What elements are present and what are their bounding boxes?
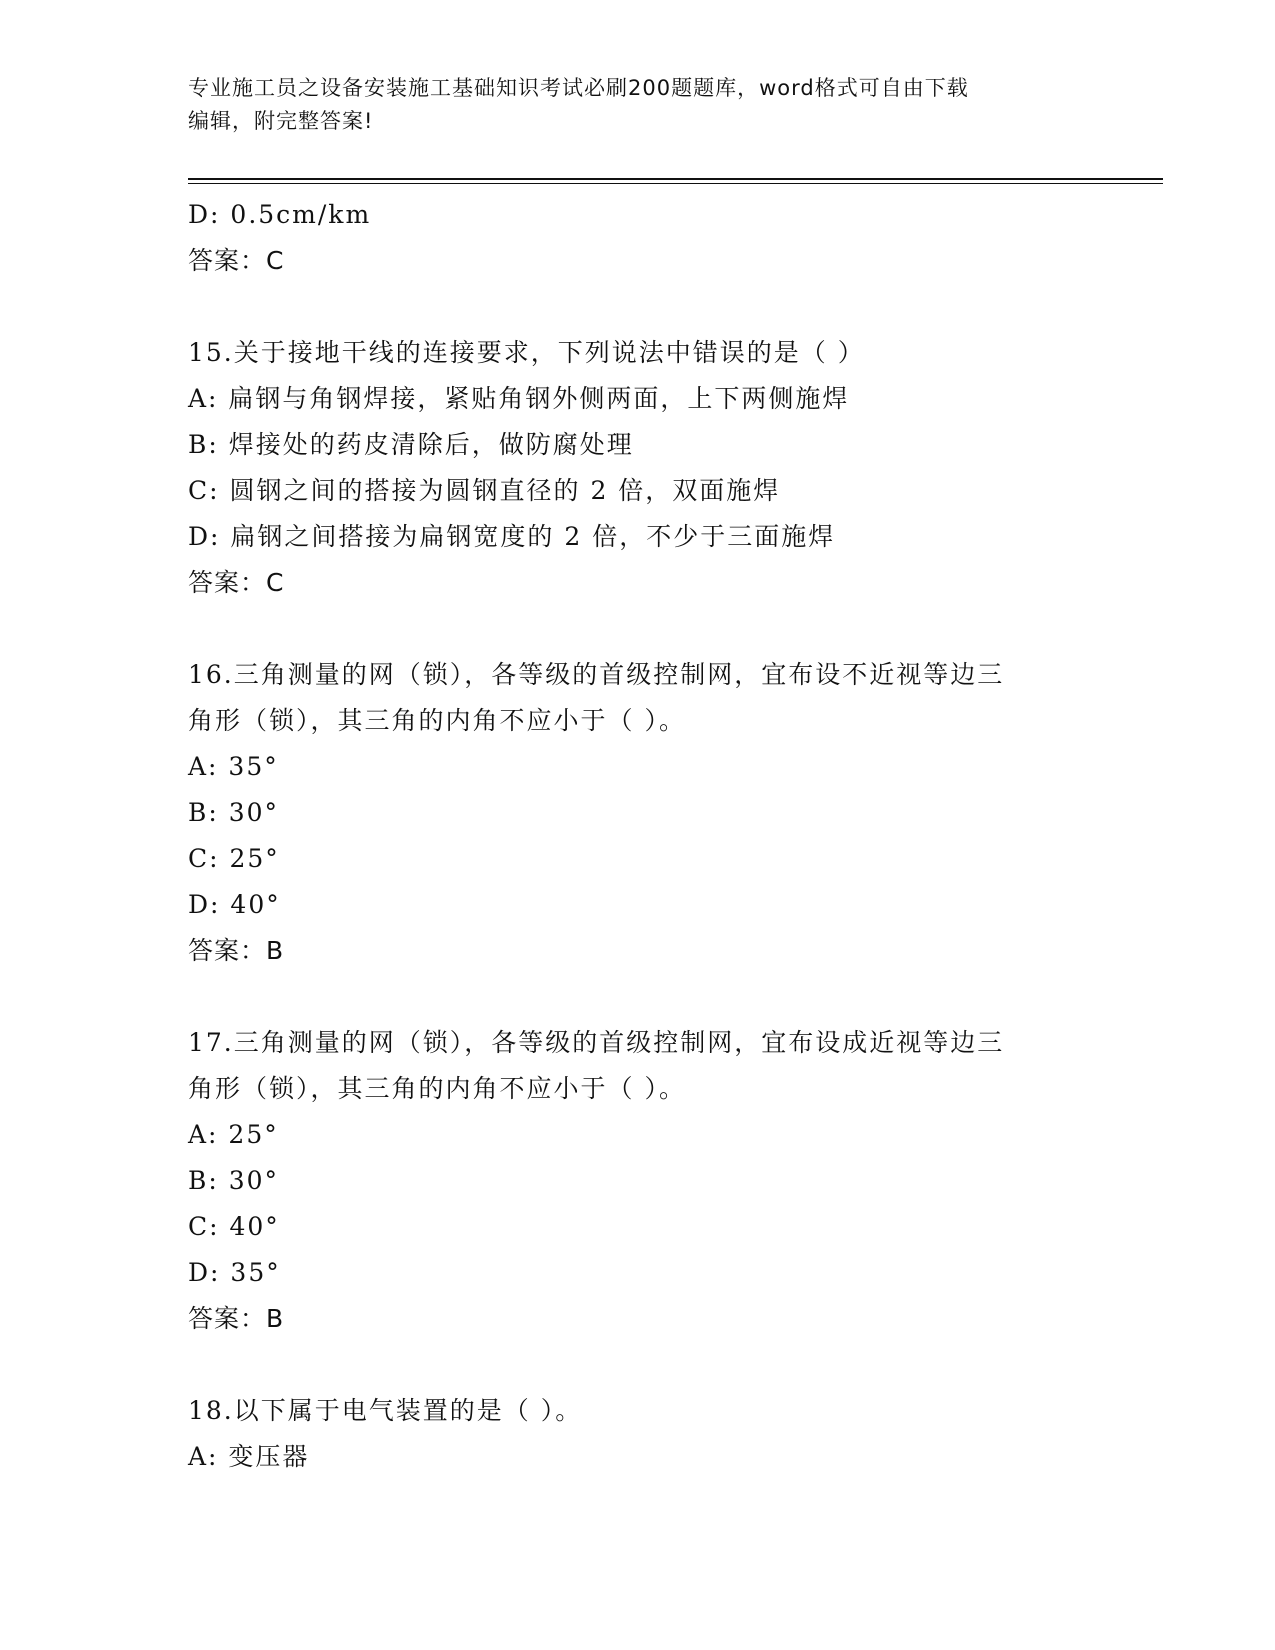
question-stem-line-1: 17.三角测量的网（锁），各等级的首级控制网，宜布设成近视等边三 xyxy=(188,1028,1005,1057)
option-a: A: 25° xyxy=(188,1120,279,1149)
answer: 答案：B xyxy=(188,1304,285,1333)
question-stem-line-2: 角形（锁），其三角的内角不应小于（ ）。 xyxy=(188,1074,686,1103)
option-d: D: 35° xyxy=(188,1258,281,1287)
page-header xyxy=(188,72,1088,138)
option-a: A: 变压器 xyxy=(188,1442,310,1471)
previous-question-tail xyxy=(188,192,1148,284)
header-title-line-2: 编辑，附完整答案! xyxy=(188,109,374,133)
question-stem: 18.以下属于电气装置的是（ ）。 xyxy=(188,1396,583,1425)
question-stem: 15.关于接地干线的连接要求，下列说法中错误的是（ ） xyxy=(188,338,865,367)
question-16 xyxy=(188,652,1148,974)
document-body xyxy=(188,192,1148,1480)
header-divider-thin xyxy=(188,183,1163,184)
header-divider-thick xyxy=(188,178,1163,180)
answer: 答案：B xyxy=(188,936,285,965)
option-c: C: 25° xyxy=(188,844,280,873)
option-d: D: 40° xyxy=(188,890,281,919)
question-17 xyxy=(188,1020,1148,1342)
option-c: C: 圆钢之间的搭接为圆钢直径的 2 倍，双面施焊 xyxy=(188,476,781,505)
answer: 答案：C xyxy=(188,568,285,597)
option-d: D: 扁钢之间搭接为扁钢宽度的 2 倍，不少于三面施焊 xyxy=(188,522,836,551)
option-b: B: 30° xyxy=(188,1166,280,1195)
answer: 答案：C xyxy=(188,246,285,275)
spacer xyxy=(188,284,1148,330)
header-title-line-1: 专业施工员之设备安装施工基础知识考试必刷200题题库，word格式可自由下载 xyxy=(188,76,969,100)
spacer xyxy=(188,606,1148,652)
option-b: B: 30° xyxy=(188,798,280,827)
option-d: D: 0.5cm/km xyxy=(188,200,372,229)
option-c: C: 40° xyxy=(188,1212,280,1241)
question-15 xyxy=(188,330,1148,606)
question-18 xyxy=(188,1388,1148,1480)
question-stem-line-1: 16.三角测量的网（锁），各等级的首级控制网，宜布设不近视等边三 xyxy=(188,660,1005,689)
question-stem-line-2: 角形（锁），其三角的内角不应小于（ ）。 xyxy=(188,706,686,735)
option-b: B: 焊接处的药皮清除后，做防腐处理 xyxy=(188,430,634,459)
spacer xyxy=(188,1342,1148,1388)
option-a: A: 35° xyxy=(188,752,279,781)
option-a: A: 扁钢与角钢焊接，紧贴角钢外侧两面，上下两侧施焊 xyxy=(188,384,850,413)
spacer xyxy=(188,974,1148,1020)
